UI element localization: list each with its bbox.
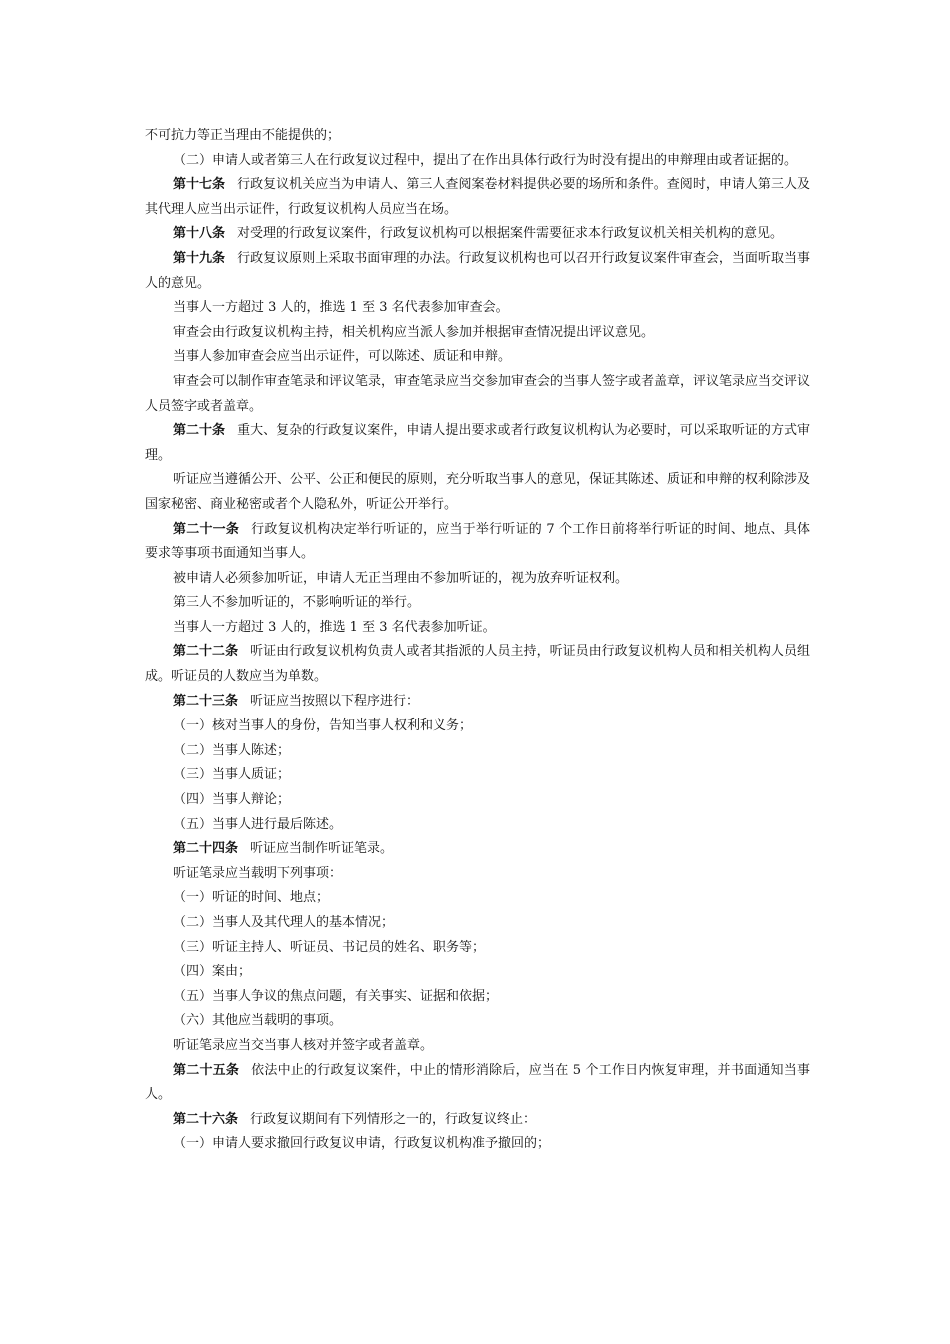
article-paragraph xyxy=(145,247,810,296)
article-number: 第二十条 xyxy=(173,423,226,439)
article-number: 第二十一条 xyxy=(173,521,240,537)
paragraph xyxy=(145,985,810,1010)
paragraph-text: 当事人一方超过 3 人的，推选 1 至 3 名代表参加听证。 xyxy=(173,619,496,635)
paragraph-text: 行政复议期间有下列情形之一的，行政复议终止： xyxy=(250,1111,537,1127)
paragraph-text: 当事人一方超过 3 人的，推选 1 至 3 名代表参加审查会。 xyxy=(173,300,509,316)
article-paragraph xyxy=(145,837,810,862)
paragraph-text: 听证由行政复议机构负责人或者其指派的人员主持，听证员由行政复议机构人员和相关机构人员组成。听证员的人数应当为单数。 xyxy=(145,644,810,685)
paragraph-text: （四）案由； xyxy=(173,964,252,980)
paragraph-text: （二）申请人或者第三人在行政复议过程中，提出了在作出具体行政行为时没有提出的申辩理由或者证据的。 xyxy=(173,152,798,168)
paragraph-text: 被申请人必须参加听证，申请人无正当理由不参加听证的，视为放弃听证权利。 xyxy=(173,570,629,586)
paragraph-text: 重大、复杂的行政复议案件，申请人提出要求或者行政复议机构认为必要时，可以采取听证的方式审理。 xyxy=(145,423,810,463)
paragraph-text: 听证笔录应当交当事人核对并签字或者盖章。 xyxy=(173,1037,434,1053)
paragraph xyxy=(145,1034,810,1059)
paragraph-text: （一）申请人要求撤回行政复议申请，行政复议机构准予撤回的； xyxy=(173,1136,551,1152)
article-number: 第十八条 xyxy=(173,226,226,242)
paragraph-text: 依法中止的行政复议案件，中止的情形消除后，应当在 5 个工作日内恢复审理，并书面通知当事人。 xyxy=(145,1062,810,1103)
paragraph-text: （二）当事人及其代理人的基本情况； xyxy=(173,915,395,930)
article-number: 第二十五条 xyxy=(173,1062,240,1078)
paragraph xyxy=(145,616,810,641)
article-number: 第二十四条 xyxy=(173,841,239,857)
paragraph xyxy=(145,714,810,739)
paragraph-text: （三）听证主持人、听证员、书记员的姓名、职务等； xyxy=(173,939,486,955)
paragraph xyxy=(145,370,810,419)
paragraph xyxy=(145,739,810,764)
paragraph xyxy=(145,788,810,813)
paragraph-text: 审查会由行政复议机构主持，相关机构应当派人参加并根据审查情况提出评议意见。 xyxy=(173,324,655,340)
paragraph-text: （二）当事人陈述； xyxy=(173,742,291,758)
paragraph-text: 听证应当遵循公开、公平、公正和便民的原则，充分听取当事人的意见，保证其陈述、质证和申辩的权利除涉及国家秘密、商业秘密或者个人隐私外，听证公开举行。 xyxy=(145,472,811,512)
article-paragraph xyxy=(145,690,810,715)
paragraph xyxy=(145,886,810,911)
paragraph-text: 行政复议机关应当为申请人、第三人查阅案卷材料提供必要的场所和条件。查阅时，申请人第三人及其代理人应当出示证件，行政复议机构人员应当在场。 xyxy=(145,177,810,217)
paragraph-text: （五）当事人进行最后陈述。 xyxy=(173,816,343,832)
paragraph xyxy=(145,468,810,517)
article-paragraph xyxy=(145,1108,810,1133)
paragraph-text: 听证应当按照以下程序进行： xyxy=(250,693,420,709)
paragraph-text: 行政复议原则上采取书面审理的办法。行政复议机构也可以召开行政复议案件审查会，当面听取当事人的意见。 xyxy=(145,250,810,291)
paragraph xyxy=(145,763,810,788)
paragraph-text: 第三人不参加听证的，不影响听证的举行。 xyxy=(173,595,421,611)
paragraph-text: （三）当事人质证； xyxy=(173,767,291,783)
paragraph-text: （四）当事人辩论； xyxy=(173,792,291,808)
article-paragraph xyxy=(145,518,810,567)
article-number: 第十九条 xyxy=(173,250,226,266)
paragraph-text: 当事人参加审查会应当出示证件，可以陈述、质证和申辩。 xyxy=(173,349,512,365)
paragraph xyxy=(145,862,810,887)
paragraph-text: 听证应当制作听证笔录。 xyxy=(250,841,394,857)
paragraph xyxy=(145,345,810,370)
paragraph-text: 审查会可以制作审查笔录和评议笔录，审查笔录应当交参加审查会的当事人签字或者盖章，评议笔录应当交评议人员签字或者盖章。 xyxy=(145,373,811,414)
article-number: 第二十二条 xyxy=(173,644,239,660)
article-paragraph xyxy=(145,1059,810,1108)
article-paragraph xyxy=(145,173,810,222)
article-number: 第二十三条 xyxy=(173,693,239,709)
paragraph xyxy=(145,321,810,346)
paragraph-text: （一）听证的时间、地点； xyxy=(173,890,330,906)
paragraph-text: （一）核对当事人的身份，告知当事人权利和义务； xyxy=(173,718,473,734)
paragraph xyxy=(145,1009,810,1034)
paragraph xyxy=(145,296,810,321)
paragraph xyxy=(145,567,810,592)
article-paragraph xyxy=(145,419,810,468)
paragraph-text: 对受理的行政复议案件，行政复议机构可以根据案件需要征求本行政复议机关相关机构的意见。 xyxy=(237,226,784,242)
paragraph xyxy=(145,911,810,936)
paragraph-text: （六）其他应当载明的事项。 xyxy=(173,1013,343,1029)
document-body xyxy=(145,124,810,1157)
paragraph xyxy=(145,124,810,149)
paragraph-text: 行政复议机构决定举行听证的，应当于举行听证的 7 个工作日前将举行听证的时间、地点、具体要求等事项书面通知当事人。 xyxy=(145,521,810,562)
paragraph-text: 听证笔录应当载明下列事项： xyxy=(173,865,343,881)
paragraph xyxy=(145,149,810,174)
paragraph xyxy=(145,813,810,838)
paragraph-text: 不可抗力等正当理由不能提供的； xyxy=(145,128,341,143)
paragraph xyxy=(145,1132,810,1157)
paragraph-text: （五）当事人争议的焦点问题，有关事实、证据和依据； xyxy=(173,988,499,1004)
article-number: 第二十六条 xyxy=(173,1111,239,1127)
paragraph xyxy=(145,960,810,985)
paragraph xyxy=(145,591,810,616)
article-number: 第十七条 xyxy=(173,177,226,193)
paragraph xyxy=(145,936,810,961)
article-paragraph xyxy=(145,222,810,247)
article-paragraph xyxy=(145,640,810,689)
